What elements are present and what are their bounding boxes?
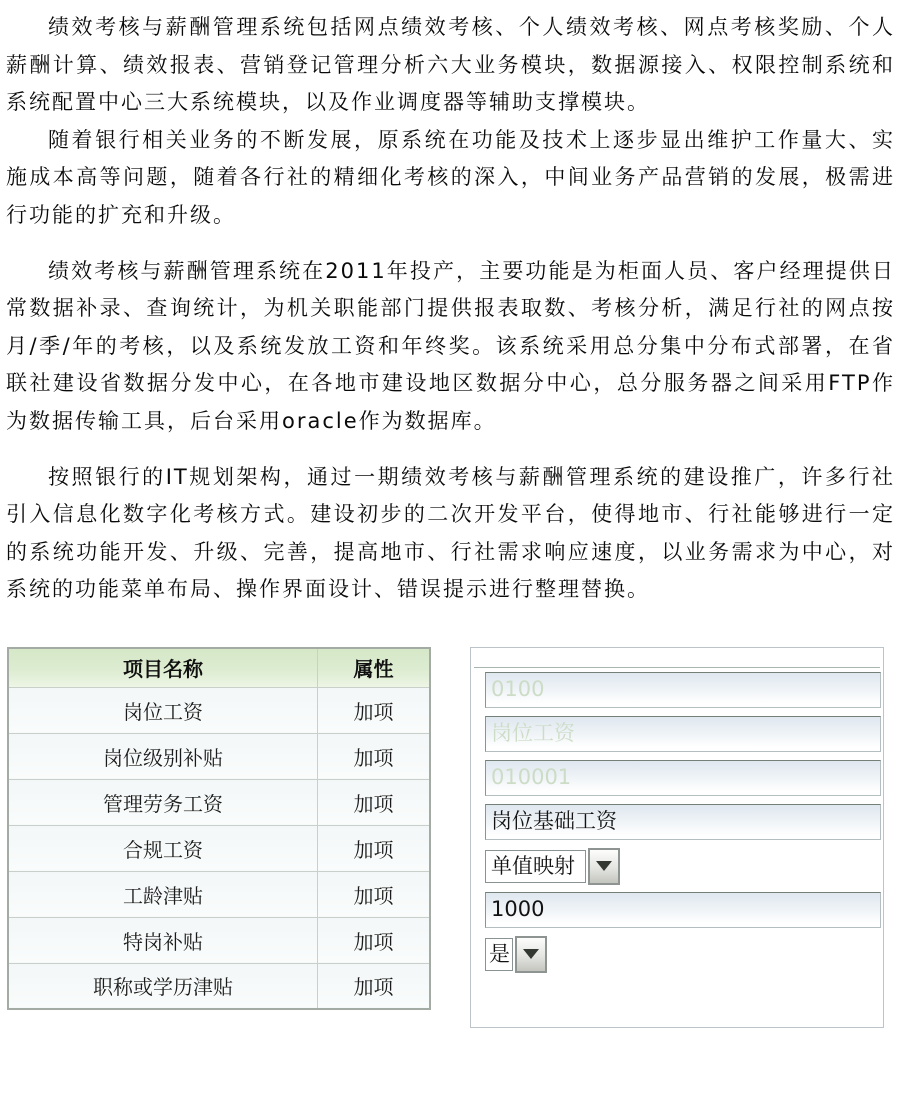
- table-header-row: [8, 648, 430, 687]
- sub-item-code-field[interactable]: 010001: [485, 760, 881, 796]
- table-row: [8, 917, 430, 963]
- table-row: [8, 963, 430, 1009]
- item-detail-panel: [470, 647, 884, 1028]
- attribute-cell: 加项: [317, 779, 430, 825]
- item-name-cell: 管理劳务工资: [8, 779, 317, 825]
- enabled-flag-value: 是: [485, 938, 513, 971]
- paragraph-modules: 绩效考核与薪酬管理系统包括网点绩效考核、个人绩效考核、网点考核奖励、个人薪酬计算、绩效报表、营销登记管理分析六大业务模块，数据源接入、权限控制系统和系统配置中心三大系统模块，以及作业调度器等辅助支撑模块。: [6, 15, 895, 115]
- attribute-cell: 加项: [317, 917, 430, 963]
- attribute-cell: 加项: [317, 733, 430, 779]
- salary-items-table: [7, 647, 431, 1010]
- table-row: [8, 871, 430, 917]
- document-body: [6, 9, 895, 609]
- attribute-cell: 加项: [317, 963, 430, 1009]
- item-name-field[interactable]: 岗位工资: [485, 716, 881, 752]
- enabled-flag-dropdown-button[interactable]: [515, 936, 547, 973]
- chevron-down-icon: [523, 949, 539, 959]
- paragraph-background: 随着银行相关业务的不断发展，原系统在功能及技术上逐步显出维护工作量大、实施成本高等问题，随着各行社的精细化考核的深入，中间业务产品营销的发展，极需进行功能的扩充和升级。: [6, 127, 895, 227]
- table-row: [8, 825, 430, 871]
- item-name-cell: 工龄津贴: [8, 871, 317, 917]
- item-code-field[interactable]: 0100: [485, 672, 881, 708]
- sub-item-name-field[interactable]: 岗位基础工资: [485, 804, 881, 840]
- paragraph-system-overview: 绩效考核与薪酬管理系统在2011年投产，主要功能是为柜面人员、客户经理提供日常数据补录、查询统计，为机关职能部门提供报表取数、考核分析，满足行社的网点按月/季/年的考核，以及系统发放工资和年终奖。该系统采用总分集中分布式部署，在省联社建设省数据分发中心，在各地市建设地区数据分中心，总分服务器之间采用FTP作为数据传输工具，后台采用oracle作为数据库。: [6, 258, 895, 433]
- table-row: [8, 687, 430, 733]
- amount-field[interactable]: 1000: [485, 892, 881, 928]
- item-name-cell: 特岗补贴: [8, 917, 317, 963]
- column-header-attribute: 属性: [317, 648, 430, 687]
- panel-fields: [471, 668, 883, 972]
- item-name-cell: 职称或学历津贴: [8, 963, 317, 1009]
- paragraph-it-plan: 按照银行的IT规划架构，通过一期绩效考核与薪酬管理系统的建设推广，许多行社引入信息化数字化考核方式。建设初步的二次开发平台，使得地市、行社能够进行一定的系统功能开发、升级、完善，提高地市、行社需求响应速度，以业务需求为中心，对系统的功能菜单布局、操作界面设计、错误提示进行整理替换。: [6, 464, 895, 602]
- column-header-item-name: 项目名称: [8, 648, 317, 687]
- chevron-down-icon: [596, 861, 612, 871]
- mapping-type-value: 单值映射: [485, 850, 586, 883]
- item-name-cell: 岗位级别补贴: [8, 733, 317, 779]
- mapping-type-dropdown-button[interactable]: [588, 848, 620, 885]
- table-row: [8, 733, 430, 779]
- panel-header: [474, 648, 880, 668]
- attribute-cell: 加项: [317, 871, 430, 917]
- mapping-type-dropdown[interactable]: [485, 848, 881, 884]
- item-name-cell: 岗位工资: [8, 687, 317, 733]
- attribute-cell: 加项: [317, 687, 430, 733]
- item-name-cell: 合规工资: [8, 825, 317, 871]
- table-row: [8, 779, 430, 825]
- attribute-cell: 加项: [317, 825, 430, 871]
- enabled-flag-dropdown[interactable]: [485, 936, 881, 972]
